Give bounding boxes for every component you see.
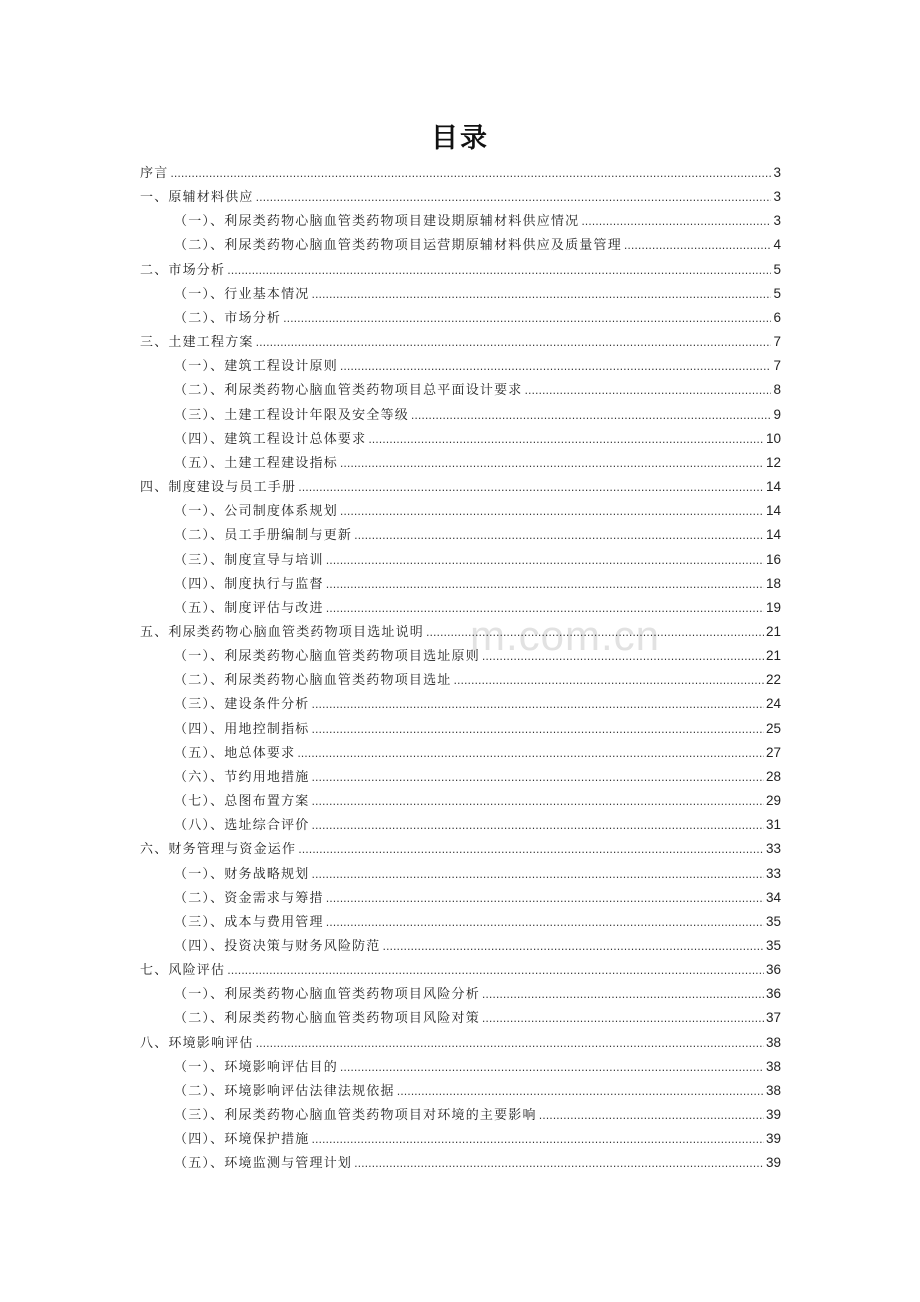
toc-entry-label: （六）、节约用地措施 — [174, 769, 310, 785]
toc-entry-page-number: 29 — [765, 793, 781, 809]
toc-entry-page-number: 14 — [765, 527, 781, 543]
toc-entry-label: （三）、土建工程设计年限及安全等级 — [174, 407, 409, 423]
toc-entry-subsection[interactable] — [140, 596, 781, 620]
dot-leader — [227, 959, 764, 983]
watermark: m.com.cn — [470, 612, 661, 659]
toc-entry-label: （一）、利尿类药物心脑血管类药物项目建设期原辅材料供应情况 — [174, 214, 580, 230]
dot-leader — [312, 1128, 764, 1152]
toc-entry-page-number: 31 — [765, 817, 781, 833]
toc-entry-subsection[interactable] — [140, 1103, 781, 1127]
dot-leader — [525, 379, 772, 403]
toc-entry-label: 八、环境影响评估 — [140, 1035, 254, 1051]
dot-leader — [256, 1032, 764, 1056]
dot-leader — [340, 500, 764, 524]
toc-entry-section[interactable] — [140, 620, 781, 644]
toc-entry-page-number: 36 — [765, 962, 781, 978]
toc-entry-section[interactable] — [140, 258, 781, 282]
toc-entry-page-number: 39 — [765, 1107, 781, 1123]
toc-entry-subsection[interactable] — [140, 282, 781, 306]
toc-entry-page-number: 33 — [765, 841, 781, 857]
dot-leader — [368, 428, 764, 452]
toc-entry-page-number: 7 — [773, 334, 781, 350]
toc-entry-subsection[interactable] — [140, 572, 781, 596]
toc-entry-label: （五）、土建工程建设指标 — [174, 455, 338, 471]
dot-leader — [340, 355, 772, 379]
toc-entry-subsection[interactable] — [140, 209, 781, 233]
toc-entry-subsection[interactable] — [140, 644, 781, 668]
toc-entry-label: （二）、市场分析 — [174, 310, 282, 326]
toc-entry-page-number: 19 — [765, 599, 781, 615]
toc-entry-label: （五）、地总体要求 — [174, 745, 296, 761]
toc-entry-subsection[interactable] — [140, 886, 781, 910]
toc-entry-label: （三）、制度宣导与培训 — [174, 552, 324, 568]
toc-entry-subsection[interactable] — [140, 403, 781, 427]
toc-entry-subsection[interactable] — [140, 427, 781, 451]
toc-entry-subsection[interactable] — [140, 862, 781, 886]
toc-entry-label: （一）、环境影响评估目的 — [174, 1059, 338, 1075]
toc-entry-page-number: 39 — [765, 1131, 781, 1147]
toc-entry-page-number: 14 — [765, 503, 781, 519]
toc-entry-label: （三）、建设条件分析 — [174, 697, 310, 713]
toc-entry-subsection[interactable] — [140, 741, 781, 765]
toc-entry-section[interactable] — [140, 1031, 781, 1055]
toc-entry-page-number: 5 — [773, 261, 781, 277]
toc-entry-page-number: 16 — [765, 551, 781, 567]
toc-entry-page-number: 38 — [765, 1058, 781, 1074]
toc-entry-label: 七、风险评估 — [140, 963, 226, 979]
toc-entry-subsection[interactable] — [140, 910, 781, 934]
toc-entry-label: （七）、总图布置方案 — [174, 794, 310, 810]
toc-entry-label: 六、财务管理与资金运作 — [140, 842, 297, 858]
toc-entry-label: （二）、员工手册编制与更新 — [174, 528, 353, 544]
dot-leader — [312, 718, 764, 742]
dot-leader — [581, 210, 771, 234]
toc-entry-page-number: 14 — [765, 479, 781, 495]
toc-entry-label: （一）、建筑工程设计原则 — [174, 359, 338, 375]
toc-entry-page-number: 25 — [765, 720, 781, 736]
toc-entry-section[interactable] — [140, 185, 781, 209]
toc-entry-subsection[interactable] — [140, 717, 781, 741]
toc-entry-section[interactable] — [140, 475, 781, 499]
toc-entry-page-number: 8 — [773, 382, 781, 398]
toc-entry-page-number: 28 — [765, 768, 781, 784]
dot-leader — [340, 1056, 764, 1080]
toc-entry-label: （四）、用地控制指标 — [174, 721, 310, 737]
toc-entry-label: 序言 — [140, 166, 169, 181]
toc-entry-page-number: 38 — [765, 1034, 781, 1050]
toc-entry-page-number: 3 — [773, 189, 781, 205]
toc-entry-subsection[interactable] — [140, 789, 781, 813]
toc-entry-subsection[interactable] — [140, 1055, 781, 1079]
dot-leader — [298, 476, 764, 500]
dot-leader — [340, 452, 764, 476]
toc-entry-label: （四）、建筑工程设计总体要求 — [174, 431, 367, 447]
toc-entry-subsection[interactable] — [140, 692, 781, 716]
toc-entry-subsection[interactable] — [140, 306, 781, 330]
toc-entry-label: 五、利尿类药物心脑血管类药物项目选址说明 — [140, 624, 425, 640]
dot-leader — [170, 162, 771, 186]
toc-entry-page-number: 10 — [765, 430, 781, 446]
toc-entry-label: （二）、利尿类药物心脑血管类药物项目风险对策 — [174, 1011, 480, 1027]
toc-entry-label: （一）、行业基本情况 — [174, 286, 310, 302]
toc-entry-label: （二）、资金需求与筹措 — [174, 890, 324, 906]
toc-entry-subsection[interactable] — [140, 354, 781, 378]
toc-entry-label: （一）、公司制度体系规划 — [174, 504, 338, 520]
dot-leader — [482, 983, 764, 1007]
toc-entry-page-number: 3 — [773, 165, 781, 180]
table-of-contents — [140, 161, 781, 1176]
toc-entry-page-number: 37 — [765, 1010, 781, 1026]
toc-entry-label: 一、原辅材料供应 — [140, 190, 254, 206]
dot-leader — [326, 911, 764, 935]
toc-entry-label: （二）、利尿类药物心脑血管类药物项目选址 — [174, 673, 452, 689]
dot-leader — [482, 645, 764, 669]
dot-leader — [411, 404, 772, 428]
toc-entry-page-number: 24 — [765, 696, 781, 712]
toc-entry-page-number: 6 — [773, 309, 781, 325]
toc-entry-subsection[interactable] — [140, 813, 781, 837]
toc-entry-label: （一）、利尿类药物心脑血管类药物项目风险分析 — [174, 987, 480, 1003]
dot-leader — [397, 1080, 764, 1104]
toc-entry-label: （三）、利尿类药物心脑血管类药物项目对环境的主要影响 — [174, 1108, 537, 1124]
toc-entry-label: （一）、利尿类药物心脑血管类药物项目选址原则 — [174, 649, 480, 665]
dot-leader — [312, 863, 764, 887]
toc-entry-page-number: 9 — [773, 406, 781, 422]
toc-entry-subsection[interactable] — [140, 1079, 781, 1103]
toc-entry-label: （八）、选址综合评价 — [174, 818, 310, 834]
dot-leader — [326, 887, 764, 911]
toc-entry-page-number: 22 — [765, 672, 781, 688]
toc-entry-subsection[interactable] — [140, 451, 781, 475]
toc-entry-subsection[interactable] — [140, 548, 781, 572]
toc-entry-page-number: 12 — [765, 454, 781, 470]
toc-entry-subsection[interactable] — [140, 1127, 781, 1151]
dot-leader — [624, 234, 772, 258]
toc-entry-section[interactable] — [140, 958, 781, 982]
toc-entry-subsection[interactable] — [140, 233, 781, 257]
toc-entry-label: （五）、制度评估与改进 — [174, 600, 324, 616]
dot-leader — [426, 621, 764, 645]
toc-entry-subsection[interactable] — [140, 499, 781, 523]
dot-leader — [312, 693, 764, 717]
toc-entry-subsection[interactable] — [140, 934, 781, 958]
toc-entry-label: 四、制度建设与员工手册 — [140, 480, 297, 496]
toc-entry-subsection[interactable] — [140, 668, 781, 692]
toc-entry-section[interactable] — [140, 161, 781, 185]
dot-leader — [312, 790, 764, 814]
toc-entry-page-number: 36 — [765, 986, 781, 1002]
toc-title: 目录 — [431, 123, 489, 154]
dot-leader — [227, 259, 771, 283]
dot-leader — [256, 331, 772, 355]
toc-entry-label: （二）、利尿类药物心脑血管类药物项目总平面设计要求 — [174, 383, 523, 399]
toc-entry-label: 三、土建工程方案 — [140, 335, 254, 351]
dot-leader — [312, 766, 764, 790]
toc-entry-page-number: 18 — [765, 575, 781, 591]
dot-leader — [454, 669, 764, 693]
toc-entry-label: （二）、利尿类药物心脑血管类药物项目运营期原辅材料供应及质量管理 — [174, 238, 622, 254]
dot-leader — [297, 742, 764, 766]
toc-entry-subsection[interactable] — [140, 765, 781, 789]
dot-leader — [298, 838, 764, 862]
toc-entry-label: （四）、投资决策与财务风险防范 — [174, 939, 381, 954]
dot-leader — [539, 1104, 764, 1128]
toc-entry-page-number: 21 — [765, 648, 781, 664]
toc-entry-label: （三）、成本与费用管理 — [174, 914, 324, 930]
toc-entry-subsection[interactable] — [140, 378, 781, 402]
dot-leader — [256, 186, 772, 210]
toc-entry-page-number: 5 — [773, 285, 781, 301]
dot-leader — [354, 1152, 764, 1176]
dot-leader — [312, 283, 772, 307]
toc-entry-page-number: 27 — [765, 744, 781, 760]
toc-entry-subsection[interactable] — [140, 1006, 781, 1030]
dot-leader — [354, 524, 764, 548]
dot-leader — [383, 935, 764, 959]
toc-entry-label: （五）、环境监测与管理计划 — [174, 1156, 353, 1172]
toc-entry-page-number: 35 — [765, 938, 781, 953]
dot-leader — [326, 573, 764, 597]
toc-entry-page-number: 39 — [765, 1155, 781, 1171]
dot-leader — [482, 1007, 764, 1031]
toc-entry-subsection[interactable] — [140, 1151, 781, 1175]
toc-entry-page-number: 33 — [765, 865, 781, 881]
dot-leader — [326, 549, 764, 573]
toc-entry-label: （二）、环境影响评估法律法规依据 — [174, 1083, 395, 1099]
toc-entry-subsection[interactable] — [140, 523, 781, 547]
dot-leader — [312, 814, 764, 838]
toc-entry-page-number: 3 — [773, 213, 781, 229]
toc-entry-subsection[interactable] — [140, 982, 781, 1006]
toc-entry-page-number: 21 — [765, 623, 781, 639]
toc-entry-section[interactable] — [140, 837, 781, 861]
toc-entry-page-number: 35 — [765, 913, 781, 929]
toc-entry-label: （四）、环境保护措施 — [174, 1132, 310, 1148]
toc-entry-label: 二、市场分析 — [140, 262, 226, 278]
dot-leader — [283, 307, 771, 331]
toc-entry-section[interactable] — [140, 330, 781, 354]
toc-entry-page-number: 7 — [773, 358, 781, 374]
toc-entry-page-number: 38 — [765, 1082, 781, 1098]
toc-entry-label: （一）、财务战略规划 — [174, 866, 310, 882]
toc-entry-page-number: 34 — [765, 889, 781, 905]
toc-entry-page-number: 4 — [773, 237, 781, 253]
dot-leader — [326, 597, 764, 621]
toc-entry-label: （四）、制度执行与监督 — [174, 576, 324, 592]
